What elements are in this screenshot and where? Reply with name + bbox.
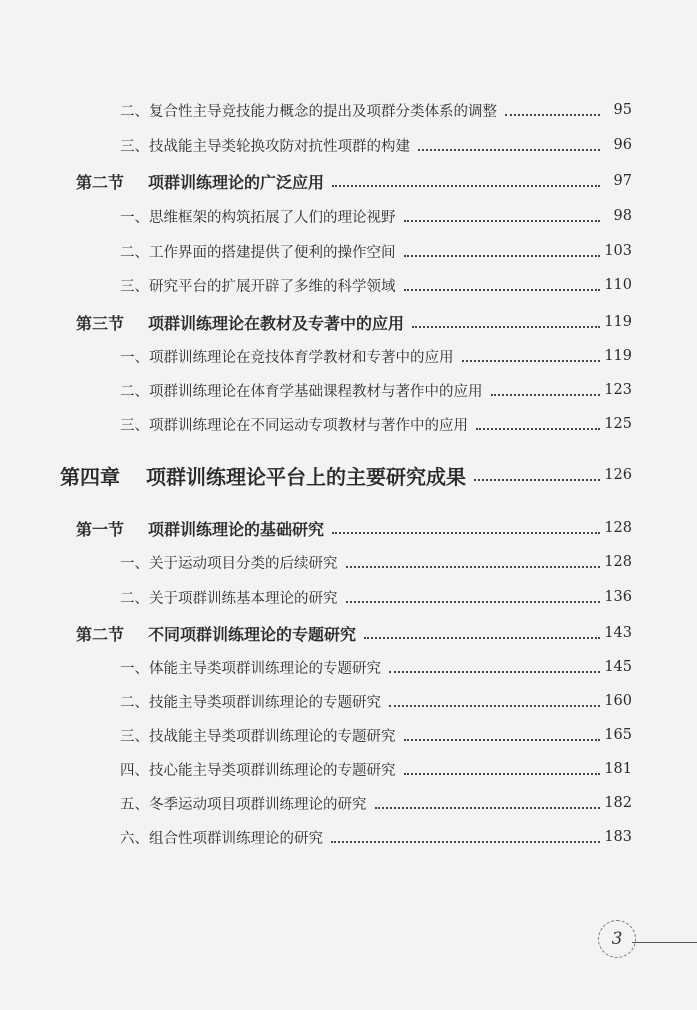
- toc-page-number: 126: [604, 467, 632, 483]
- toc-entry-title: 三、项群训练理论在不同运动专项教材与著作中的应用: [120, 417, 468, 434]
- dot-leader: [332, 531, 600, 534]
- dot-leader: [462, 359, 601, 362]
- toc-section: [76, 515, 632, 541]
- toc-entry-title: 二、复合性主导竞技能力概念的提出及项群分类体系的调整: [120, 103, 497, 120]
- toc-entry: [120, 343, 632, 369]
- toc-entry: [120, 203, 632, 229]
- footer-rule: [632, 942, 697, 943]
- dot-leader: [418, 148, 600, 151]
- toc-entry: [120, 790, 632, 816]
- toc-page-number: 183: [604, 829, 632, 845]
- dot-leader: [389, 670, 600, 673]
- toc-entry-title: 五、冬季运动项目项群训练理论的研究: [120, 796, 367, 813]
- dot-leader: [491, 393, 601, 396]
- dot-leader: [404, 219, 601, 222]
- toc-section-title: 项群训练理论在教材及专著中的应用: [148, 313, 405, 333]
- toc-entry-title: 一、项群训练理论在竞技体育学教材和专著中的应用: [120, 349, 454, 366]
- toc-page-number: 98: [613, 208, 632, 224]
- toc-entry: [120, 722, 632, 748]
- toc-entry-title: 三、研究平台的扩展开辟了多维的科学领域: [120, 278, 396, 295]
- dot-leader: [331, 840, 600, 843]
- toc-chapter: [60, 462, 632, 488]
- chapter-number: 第四章: [60, 464, 120, 489]
- toc-entry-title: 三、技战能主导类项群训练理论的专题研究: [120, 728, 396, 745]
- toc-section: [76, 309, 632, 335]
- toc-entry: [120, 549, 632, 575]
- toc-page-number: 181: [604, 761, 632, 777]
- section-number: 第一节: [76, 519, 125, 539]
- toc-page-number: 103: [604, 243, 632, 259]
- toc-page-number: 145: [604, 659, 632, 675]
- dot-leader: [346, 565, 601, 568]
- toc-page-number: 136: [604, 589, 632, 605]
- dot-leader: [346, 600, 601, 603]
- dot-leader: [404, 288, 601, 291]
- toc-entry: [120, 132, 632, 158]
- dot-leader: [389, 704, 600, 707]
- toc-page-number: 110: [604, 277, 632, 293]
- toc-section: [76, 620, 632, 646]
- toc-entry: [120, 756, 632, 782]
- toc-entry-title: 二、关于项群训练基本理论的研究: [120, 590, 338, 607]
- toc-page-number: 123: [604, 382, 632, 398]
- dot-leader: [404, 772, 601, 775]
- toc-entry: [120, 238, 632, 264]
- toc-page-number: 119: [604, 314, 632, 330]
- toc-page-number: 96: [613, 137, 632, 153]
- page-number-badge: 3: [598, 920, 636, 958]
- toc-page-number: 119: [604, 348, 632, 364]
- toc-entry: [120, 824, 632, 850]
- toc-page-number: 128: [604, 520, 632, 536]
- toc-entry-title: 六、组合性项群训练理论的研究: [120, 830, 323, 847]
- section-number: 第三节: [76, 313, 125, 333]
- toc-entry-title: 二、工作界面的搭建提供了便利的操作空间: [120, 244, 396, 261]
- toc-entry: [120, 272, 632, 298]
- dot-leader: [364, 636, 600, 639]
- toc-chapter-title: 项群训练理论平台上的主要研究成果: [146, 464, 466, 489]
- toc-entry-title: 四、技心能主导类项群训练理论的专题研究: [120, 762, 396, 779]
- toc-entry: [120, 411, 632, 437]
- dot-leader: [332, 184, 600, 187]
- section-number: 第二节: [76, 624, 125, 644]
- toc-entry-title: 一、体能主导类项群训练理论的专题研究: [120, 660, 381, 677]
- toc-page-number: 182: [604, 795, 632, 811]
- toc-entry: [120, 654, 632, 680]
- toc-entry: [120, 584, 632, 610]
- dot-leader: [474, 478, 600, 481]
- dot-leader: [404, 738, 601, 741]
- dot-leader: [476, 427, 600, 430]
- toc-page-number: 160: [604, 693, 632, 709]
- toc-entry-title: 二、项群训练理论在体育学基础课程教材与著作中的应用: [120, 383, 483, 400]
- toc-entry: [120, 688, 632, 714]
- toc-section-title: 项群训练理论的广泛应用: [148, 172, 325, 192]
- toc-entry-title: 二、技能主导类项群训练理论的专题研究: [120, 694, 381, 711]
- dot-leader: [412, 325, 600, 328]
- toc-entry-title: 一、关于运动项目分类的后续研究: [120, 555, 338, 572]
- toc-entry-title: 三、技战能主导类轮换攻防对抗性项群的构建: [120, 138, 410, 155]
- toc-page-number: 143: [604, 625, 632, 641]
- toc-page-number: 125: [604, 416, 632, 432]
- dot-leader: [375, 806, 601, 809]
- toc-entry: [120, 97, 632, 123]
- dot-leader: [404, 254, 601, 257]
- toc-section-title: 项群训练理论的基础研究: [148, 519, 325, 539]
- toc-page-number: 97: [613, 173, 632, 189]
- toc-entry-title: 一、思维框架的构筑拓展了人们的理论视野: [120, 209, 396, 226]
- toc-page-number: 165: [604, 727, 632, 743]
- section-number: 第二节: [76, 172, 125, 192]
- toc-section: [76, 168, 632, 194]
- toc-entry: [120, 377, 632, 403]
- toc-page-number: 128: [604, 554, 632, 570]
- toc-page-number: 95: [613, 102, 632, 118]
- dot-leader: [505, 113, 600, 116]
- toc-section-title: 不同项群训练理论的专题研究: [148, 624, 357, 644]
